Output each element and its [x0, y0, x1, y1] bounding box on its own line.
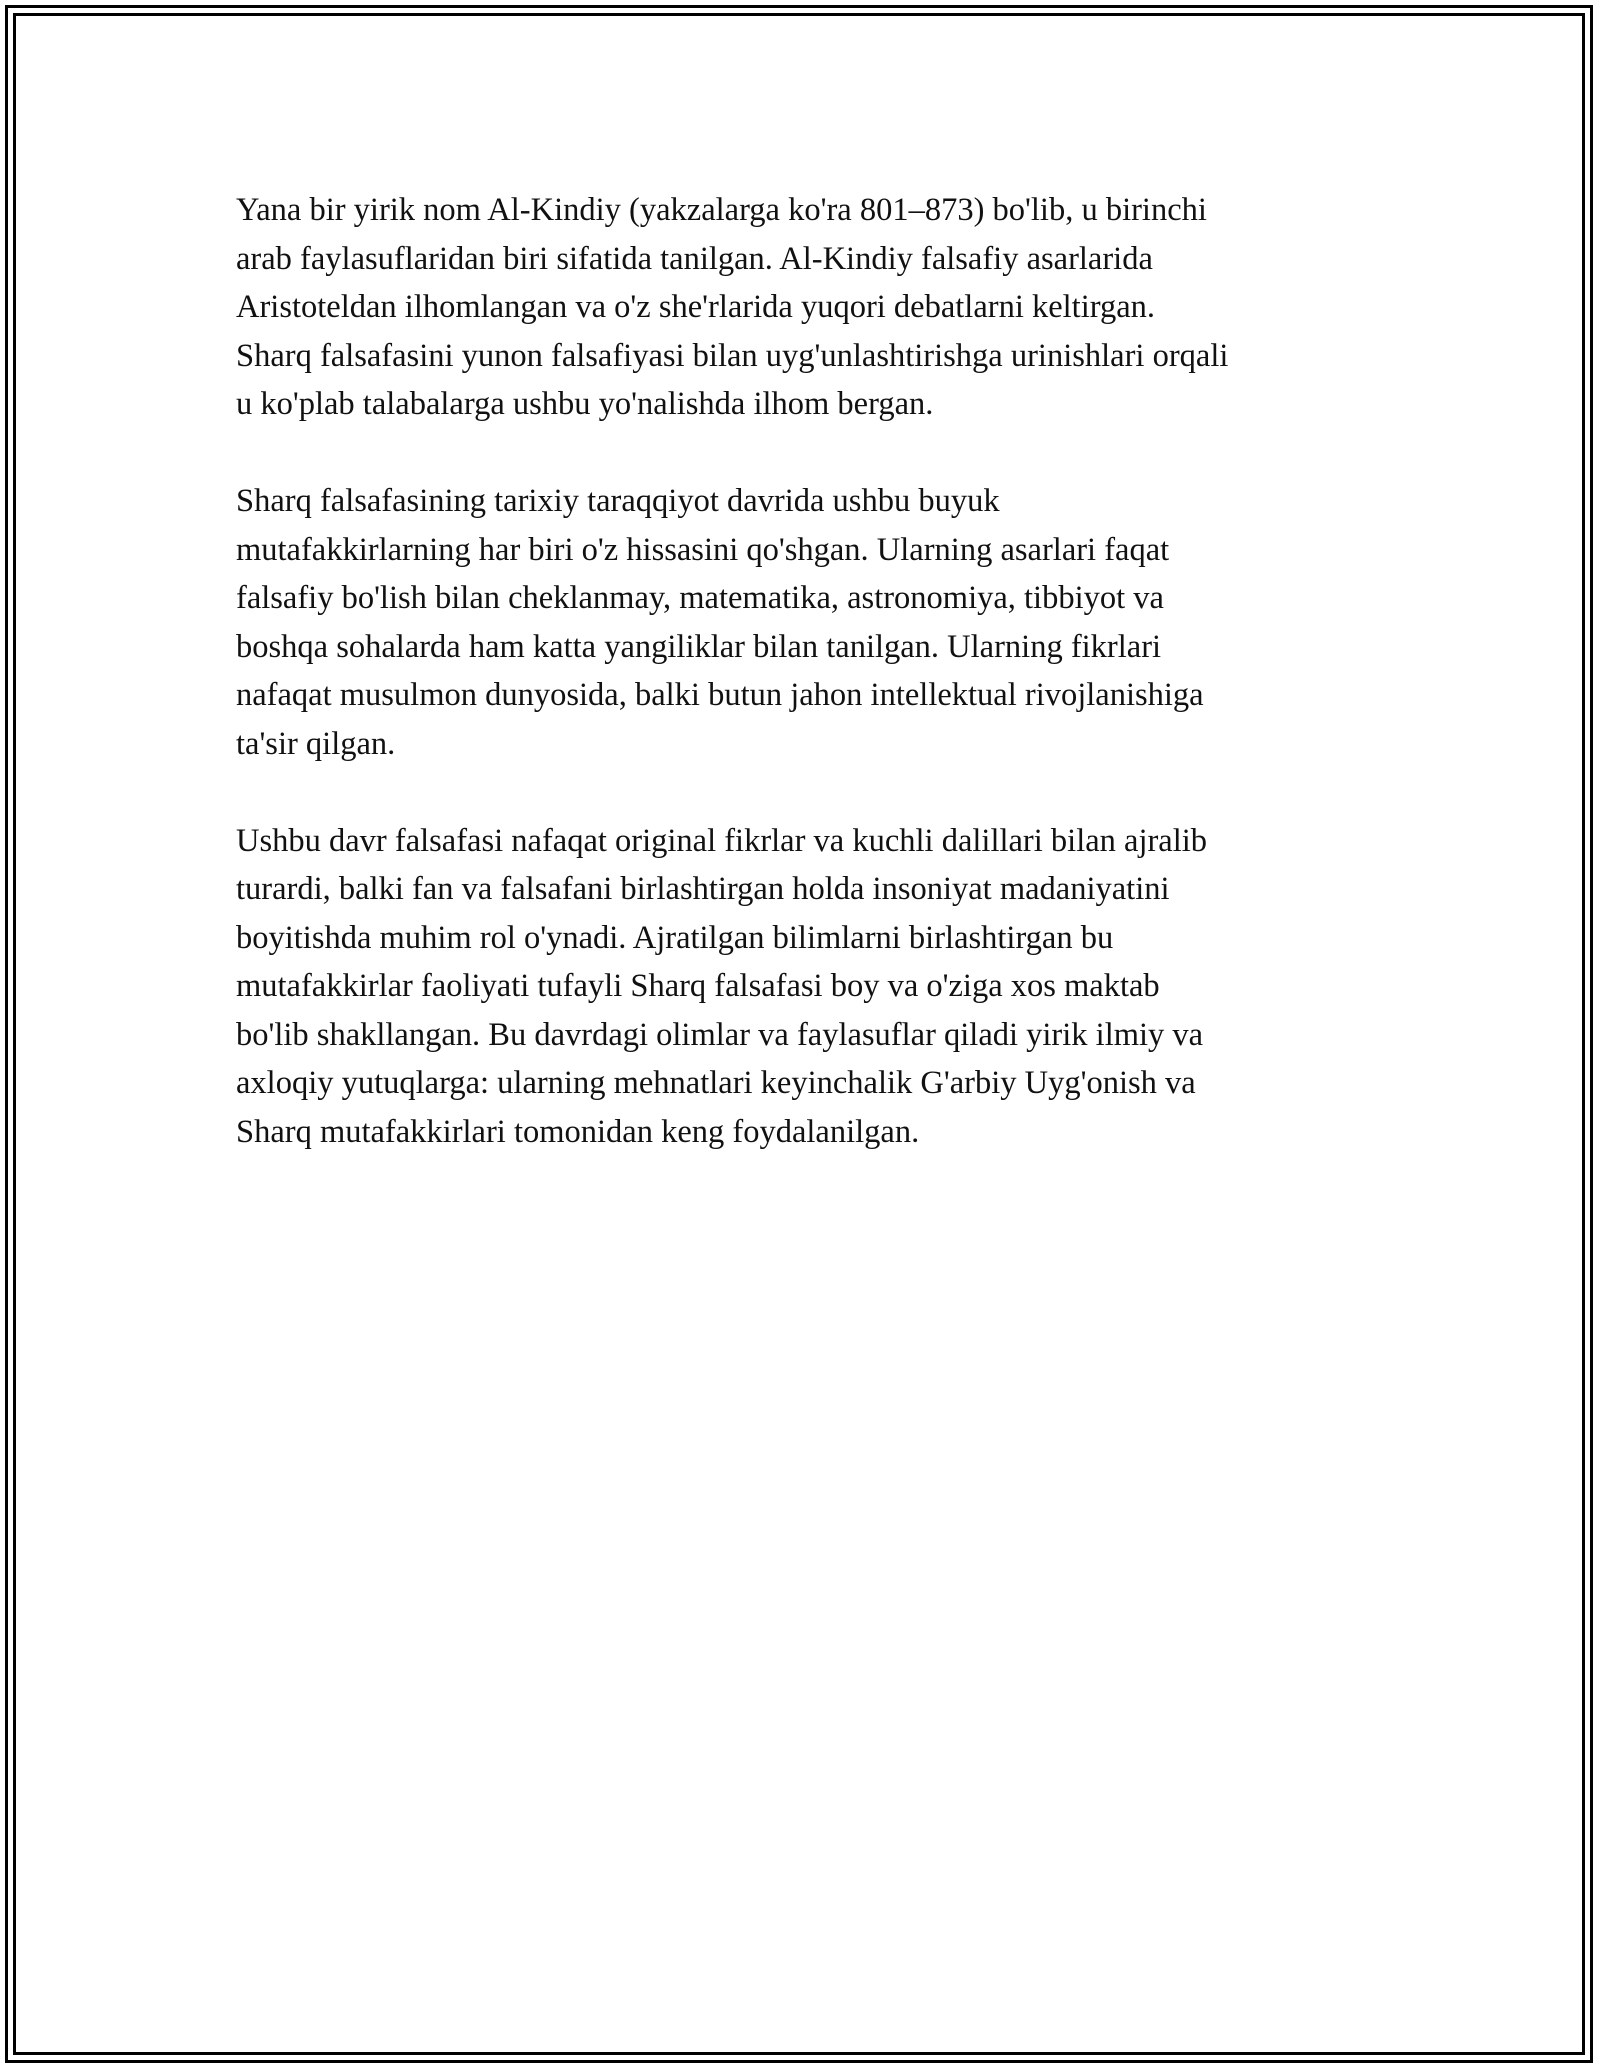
- text-line: boshqa sohalarda ham katta yangiliklar bilan tanilgan. Ularning fikrlari: [236, 628, 1162, 665]
- text-line: mutafakkirlar faoliyati tufayli Sharq falsafasi boy va o'ziga xos maktab: [236, 968, 1160, 1004]
- text-line: bo'lib shakllangan. Bu davrdagi olimlar va faylasuflar qiladi yirik ilmiy va: [236, 1016, 1204, 1053]
- text-line: Sharq falsafasini yunon falsafiyasi bilan uyg'unlashtirishga urinishlari orqali: [236, 337, 1229, 374]
- text-line: falsafiy bo'lish bilan cheklanmay, matematika, astronomiya, tibbiyot va: [236, 580, 1164, 616]
- text-line: Aristoteldan ilhomlangan va o'z she'rlarida yuqori debatlarni keltirgan.: [236, 289, 1156, 325]
- text-line: axloqiy yutuqlarga: ularning mehnatlari keyinchalik G'arbiy Uyg'onish va: [236, 1065, 1196, 1101]
- text-line: Sharq mutafakkirlari tomonidan keng foydalanilgan.: [236, 1113, 920, 1150]
- text-line: Sharq falsafasining tarixiy taraqqiyot davrida ushbu buyuk: [236, 483, 1000, 519]
- text-line: mutafakkirlarning har biri o'z hissasini qo'shgan. Ularning asarlari faqat: [236, 531, 1170, 568]
- text-line: nafaqat musulmon dunyosida, balki butun jahon intellektual rivojlanishiga: [236, 677, 1204, 713]
- document-body: [236, 186, 1366, 1156]
- text-line: arab faylasuflaridan biri sifatida tanilgan. Al-Kindiy falsafiy asarlarida: [236, 240, 1153, 277]
- text-line: boyitishda muhim rol o'ynadi. Ajratilgan bilimlarni birlashtirgan bu: [236, 919, 1114, 956]
- text-line: ta'sir qilgan.: [236, 725, 396, 762]
- text-line: Yana bir yirik nom Al-Kindiy (yakzalarga ko'ra 801–873) bo'lib, u birinchi: [236, 192, 1207, 228]
- text-line: Ushbu davr falsafasi nafaqat original fikrlar va kuchli dalillari bilan ajralib: [236, 822, 1208, 859]
- paragraph-2: [236, 477, 1366, 768]
- text-line: u ko'plab talabalarga ushbu yo'nalishda ilhom bergan.: [236, 386, 934, 422]
- paragraph-1: [236, 186, 1366, 429]
- paragraph-3: [236, 817, 1366, 1157]
- text-line: turardi, balki fan va falsafani birlashtirgan holda insoniyat madaniyatini: [236, 871, 1170, 907]
